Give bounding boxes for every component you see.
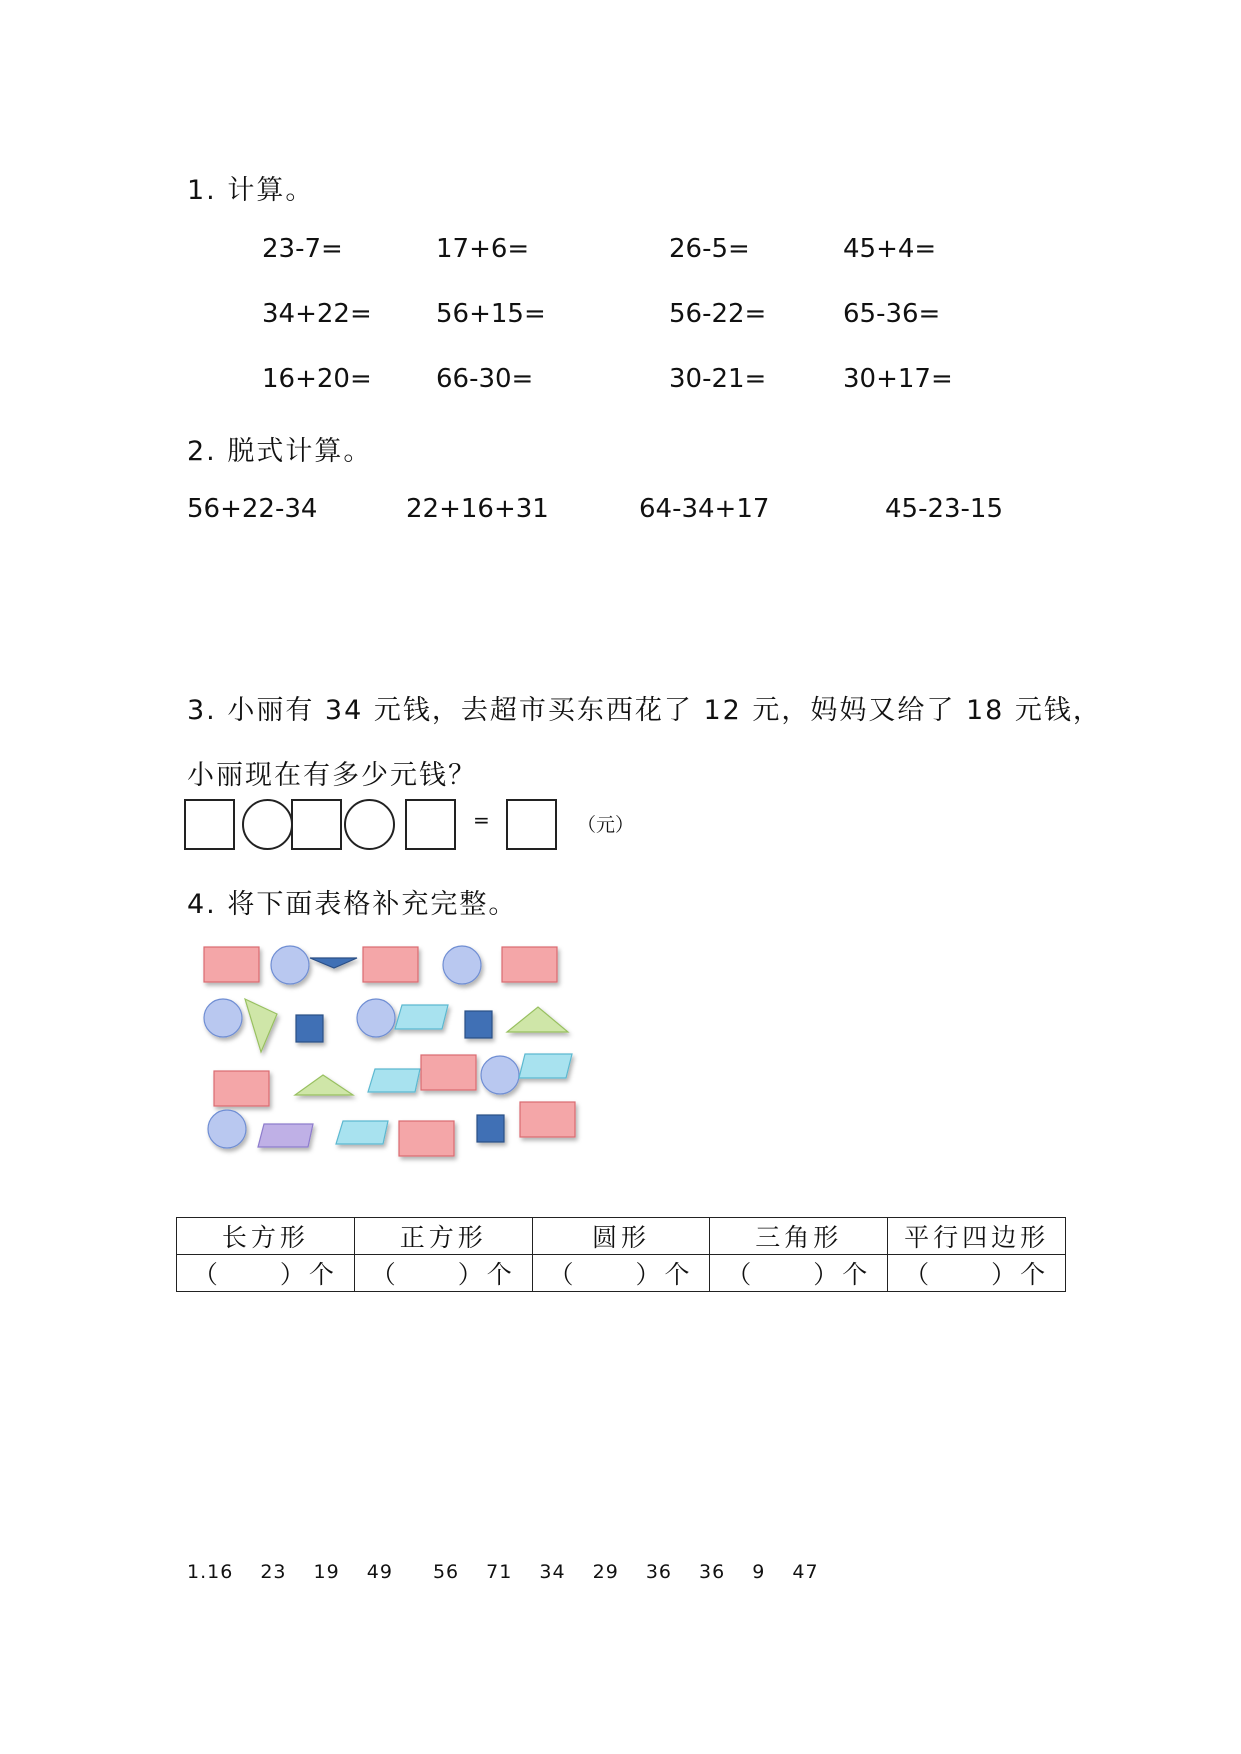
triangle-shape xyxy=(295,1075,353,1095)
parallelogram-shape xyxy=(368,1069,420,1092)
triangle-shape xyxy=(245,999,277,1052)
q1-expr: 65-36= xyxy=(843,299,941,329)
circle-shape xyxy=(204,999,242,1037)
shape-count-table xyxy=(176,1217,1066,1292)
count-cell[interactable]: （ ）个 xyxy=(177,1255,355,1292)
circle-shape xyxy=(357,999,395,1037)
q1-expr: 30+17= xyxy=(843,364,953,394)
result-box[interactable] xyxy=(506,799,557,850)
square-shape xyxy=(477,1115,504,1142)
parallelogram-shape xyxy=(519,1054,572,1078)
circle-shape xyxy=(271,946,309,984)
count-cell[interactable]: （ ）个 xyxy=(888,1255,1066,1292)
q3-line1: 3. 小丽有 34 元钱，去超市买东西花了 12 元，妈妈又给了 18 元钱， xyxy=(187,695,1102,726)
table-header-cell: 圆形 xyxy=(532,1218,710,1255)
rectangle-shape xyxy=(421,1055,476,1090)
table-header-cell: 三角形 xyxy=(710,1218,888,1255)
circle-shape xyxy=(443,946,481,984)
table-row xyxy=(177,1255,1066,1292)
rectangle-shape xyxy=(214,1071,269,1106)
rectangle-shape xyxy=(204,947,259,982)
unit-label: （元） xyxy=(577,814,635,836)
q1-expr: 17+6= xyxy=(436,234,530,264)
table-header-cell: 长方形 xyxy=(177,1218,355,1255)
parallelogram-shape xyxy=(258,1124,313,1147)
equals-sign: = xyxy=(473,808,490,832)
triangle-shape xyxy=(310,958,357,968)
count-cell[interactable]: （ ）个 xyxy=(532,1255,710,1292)
q2-expr: 22+16+31 xyxy=(406,494,549,524)
shapes-figure xyxy=(195,935,595,1170)
q1-expr: 23-7= xyxy=(262,234,343,264)
answer-key: 1.16 23 19 49 56 71 34 29 36 36 9 47 xyxy=(187,1561,819,1583)
q2-expr: 45-23-15 xyxy=(885,494,1004,524)
parallelogram-shape xyxy=(395,1005,448,1029)
q4-title: 4. 将下面表格补充完整。 xyxy=(187,889,518,920)
operator-circle[interactable] xyxy=(344,799,395,850)
circle-shape xyxy=(481,1056,519,1094)
rectangle-shape xyxy=(520,1102,575,1137)
q2-expr: 64-34+17 xyxy=(639,494,770,524)
q1-expr: 45+4= xyxy=(843,234,937,264)
q1-expr: 56-22= xyxy=(669,299,767,329)
q1-expr: 30-21= xyxy=(669,364,767,394)
number-box[interactable] xyxy=(291,799,342,850)
number-box[interactable] xyxy=(405,799,456,850)
table-header-cell: 正方形 xyxy=(354,1218,532,1255)
q1-title: 1. 计算。 xyxy=(187,175,315,206)
rectangle-shape xyxy=(363,947,418,982)
q3-line2: 小丽现在有多少元钱？ xyxy=(187,760,477,791)
rectangle-shape xyxy=(399,1121,454,1156)
q1-expr: 16+20= xyxy=(262,364,372,394)
q2-title: 2. 脱式计算。 xyxy=(187,436,373,467)
square-shape xyxy=(465,1011,492,1038)
count-cell[interactable]: （ ）个 xyxy=(710,1255,888,1292)
q1-expr: 34+22= xyxy=(262,299,372,329)
table-header-row xyxy=(177,1218,1066,1255)
table-header-cell: 平行四边形 xyxy=(888,1218,1066,1255)
q1-expr: 66-30= xyxy=(436,364,534,394)
count-cell[interactable]: （ ）个 xyxy=(354,1255,532,1292)
q2-expr: 56+22-34 xyxy=(187,494,318,524)
rectangle-shape xyxy=(502,947,557,982)
number-box[interactable] xyxy=(184,799,235,850)
q1-expr: 26-5= xyxy=(669,234,750,264)
circle-shape xyxy=(208,1110,246,1148)
parallelogram-shape xyxy=(336,1121,388,1144)
square-shape xyxy=(296,1015,323,1042)
triangle-shape xyxy=(507,1007,568,1032)
q1-expr: 56+15= xyxy=(436,299,546,329)
operator-circle[interactable] xyxy=(242,799,293,850)
